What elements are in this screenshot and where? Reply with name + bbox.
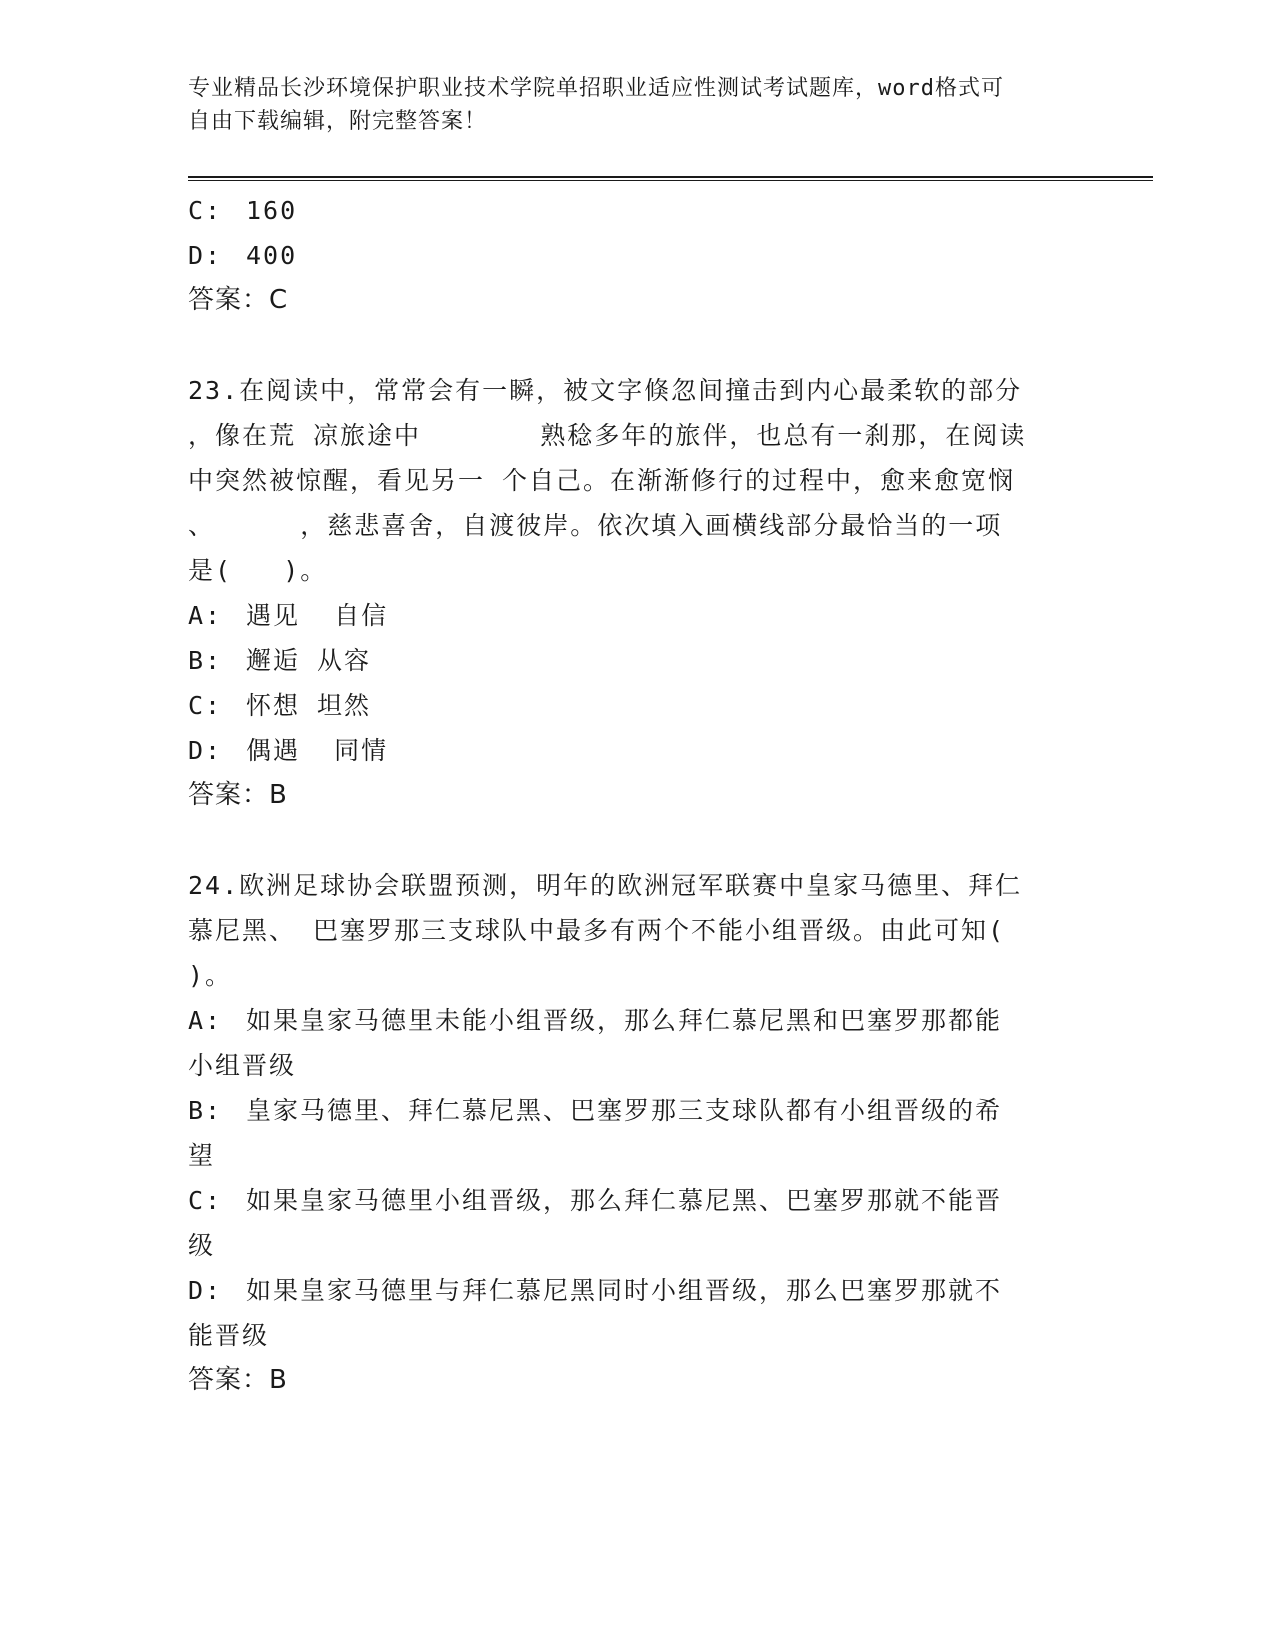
option-text: 400 — [246, 241, 298, 270]
question-stem-line: )。 — [188, 961, 233, 990]
question-stem-line: 23.在阅读中，常常会有一瞬，被文字倏忽间撞击到内心最柔软的部分 — [188, 376, 1023, 405]
option-letter: A: — [188, 1006, 223, 1035]
option-continuation: 级 — [188, 1231, 216, 1260]
option-letter: D: — [188, 736, 223, 765]
question-23 — [188, 368, 1068, 818]
option-continuation: 小组晋级 — [188, 1051, 297, 1080]
header-divider — [188, 176, 1153, 181]
option-continuation: 望 — [188, 1141, 216, 1170]
option-text: 遇见 自信 — [246, 601, 389, 630]
option-text: 邂逅 从容 — [246, 646, 372, 675]
option-d — [188, 728, 1068, 773]
question-stem-line: 慕尼黑、 巴塞罗那三支球队中最多有两个不能小组晋级。由此可知( — [188, 916, 1006, 945]
question-stem-line: 是( )。 — [188, 556, 328, 585]
option-letter: B: — [188, 1096, 223, 1125]
option-c — [188, 683, 1068, 728]
option-letter: C: — [188, 691, 223, 720]
option-letter: C: — [188, 196, 223, 225]
question-content — [188, 188, 1068, 1403]
answer-line: 答案：B — [188, 1365, 288, 1395]
option-a — [188, 998, 1068, 1043]
option-text: 如果皇家马德里小组晋级，那么拜仁慕尼黑、巴塞罗那就不能晋 — [246, 1186, 1003, 1215]
option-text: 皇家马德里、拜仁慕尼黑、巴塞罗那三支球队都有小组晋级的希 — [246, 1096, 1003, 1125]
option-text: 怀想 坦然 — [246, 691, 372, 720]
option-letter: D: — [188, 241, 223, 270]
option-a — [188, 593, 1068, 638]
option-letter: C: — [188, 1186, 223, 1215]
spacer — [188, 323, 1068, 368]
option-letter: D: — [188, 1276, 223, 1305]
option-text: 偶遇 同情 — [246, 736, 389, 765]
page-header — [188, 72, 1068, 138]
option-c — [188, 188, 1068, 233]
option-text: 如果皇家马德里未能小组晋级，那么拜仁慕尼黑和巴塞罗那都能 — [246, 1006, 1003, 1035]
question-24 — [188, 863, 1068, 1403]
option-text: 如果皇家马德里与拜仁慕尼黑同时小组晋级，那么巴塞罗那就不 — [246, 1276, 1003, 1305]
spacer — [188, 818, 1068, 863]
option-c — [188, 1178, 1068, 1223]
question-stem-line: ，像在荒 凉旅途中 熟稔多年的旅伴，也总有一刹那，在阅读 — [188, 421, 1027, 450]
option-b — [188, 1088, 1068, 1133]
question-stem-line: 24.欧洲足球协会联盟预测，明年的欧洲冠军联赛中皇家马德里、拜仁 — [188, 871, 1023, 900]
header-line-1: 专业精品长沙环境保护职业技术学院单招职业适应性测试考试题库，word格式可 — [188, 76, 1004, 101]
header-line-2: 自由下载编辑，附完整答案！ — [188, 109, 488, 134]
option-d — [188, 233, 1068, 278]
question-stem-line: 、 ，慈悲喜舍，自渡彼岸。依次填入画横线部分最恰当的一项 — [188, 511, 1003, 540]
answer-line: 答案：C — [188, 285, 289, 315]
option-b — [188, 638, 1068, 683]
option-text: 160 — [246, 196, 298, 225]
option-letter: B: — [188, 646, 223, 675]
option-d — [188, 1268, 1068, 1313]
option-continuation: 能晋级 — [188, 1321, 270, 1350]
question-stem-line: 中突然被惊醒，看见另一 个自己。在渐渐修行的过程中，愈来愈宽悯 — [188, 466, 1016, 495]
answer-line: 答案：B — [188, 780, 288, 810]
option-letter: A: — [188, 601, 223, 630]
